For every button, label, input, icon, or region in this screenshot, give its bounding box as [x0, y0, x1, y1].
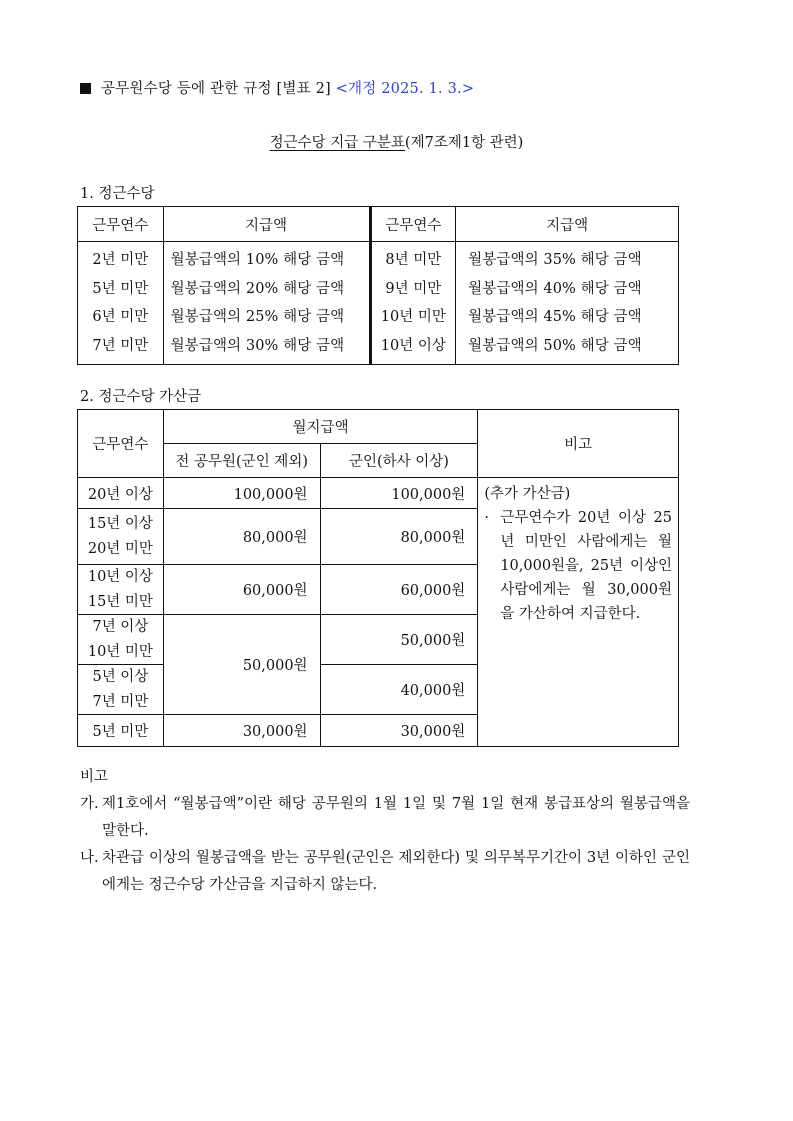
civil-amount: 50,000원 [163, 615, 320, 715]
bullet-dot-icon: · [484, 510, 489, 526]
page-title [0, 131, 793, 152]
years-to: 7년 미만 [92, 693, 149, 710]
remark-item [80, 791, 690, 845]
years-cell [78, 665, 164, 715]
years-value: 10년 미만 [380, 309, 446, 325]
amount-cell [456, 242, 679, 365]
years-value: 6년 미만 [92, 309, 149, 325]
civil-amount: 80,000원 [163, 509, 320, 565]
remarks-section [80, 764, 690, 899]
years-value: 7년 미만 [92, 337, 149, 354]
remark-label: 나. [80, 850, 99, 866]
years-value: 10년 이상 [380, 337, 446, 354]
col-header-civil: 전 공무원(군인 제외) [163, 444, 320, 478]
years-from: 10년 이상 [87, 569, 153, 585]
bonus-table [77, 409, 679, 747]
amount-value: 월봉급액의 45% 해당 금액 [468, 309, 642, 325]
years-cell [78, 509, 164, 565]
col-header-remarks: 비고 [478, 410, 679, 478]
years-value: 9년 미만 [385, 280, 442, 297]
years-to: 20년 미만 [87, 540, 153, 557]
col-header-amount: 지급액 [456, 207, 679, 242]
remarks-heading: 비고 [80, 769, 109, 785]
years-to: 15년 미만 [87, 593, 153, 610]
years-cell [78, 565, 164, 615]
amount-value: 월봉급액의 20% 해당 금액 [170, 280, 345, 297]
regulation-header [80, 77, 474, 98]
years-value: 5년 미만 [92, 280, 149, 297]
years-to: 10년 미만 [87, 643, 153, 660]
col-header-amount: 지급액 [163, 207, 370, 242]
col-header-years: 근무연수 [78, 410, 164, 478]
years-cell [78, 615, 164, 665]
years-cell: 20년 이상 [78, 478, 164, 509]
military-amount: 80,000원 [320, 509, 478, 565]
civil-amount: 30,000원 [163, 715, 320, 747]
years-value: 8년 미만 [385, 252, 442, 268]
remark-text: 제1호에서 “월봉급액”이란 해당 공무원의 1월 1일 및 7월 1일 현재 봉급표상의 월봉급액을 말한다. [102, 796, 690, 839]
military-amount: 100,000원 [320, 478, 478, 509]
years-cell [370, 242, 456, 365]
table-header-row [78, 410, 679, 444]
years-from: 7년 이상 [92, 619, 149, 635]
amount-value: 월봉급액의 25% 해당 금액 [170, 309, 345, 325]
years-cell: 5년 미만 [78, 715, 164, 747]
note-text: 근무연수가 20년 이상 25년 미만인 사람에게는 월 10,000원을, 25년 이상인 사람에게는 월 30,000원을 가산하여 지급한다. [500, 510, 672, 622]
civil-amount: 100,000원 [163, 478, 320, 509]
years-value: 2년 미만 [92, 252, 149, 268]
table-header-row [78, 207, 679, 242]
black-square-icon [80, 83, 91, 94]
amount-value: 월봉급액의 40% 해당 금액 [468, 280, 642, 297]
table-row [78, 478, 679, 509]
note-title: (추가 가산금) [484, 486, 571, 502]
years-from: 5년 이상 [92, 669, 149, 685]
amount-value: 월봉급액의 50% 해당 금액 [468, 337, 642, 354]
col-header-years: 근무연수 [370, 207, 456, 242]
section1-heading: 1. 정근수당 [80, 186, 155, 202]
remarks-cell [478, 478, 679, 747]
military-amount: 40,000원 [320, 665, 478, 715]
military-amount: 30,000원 [320, 715, 478, 747]
years-cell [78, 242, 164, 365]
military-amount: 50,000원 [320, 615, 478, 665]
col-header-years: 근무연수 [78, 207, 164, 242]
section2-heading: 2. 정근수당 가산금 [80, 389, 202, 405]
amount-value: 월봉급액의 30% 해당 금액 [170, 337, 345, 354]
col-header-military: 군인(하사 이상) [320, 444, 478, 478]
military-amount: 60,000원 [320, 565, 478, 615]
title-main: 정근수당 지급 구분표 [269, 135, 405, 151]
title-sub: (제7조제1항 관련) [404, 135, 524, 151]
allowance-table [77, 206, 679, 365]
remark-label: 가. [80, 796, 99, 812]
amount-value: 월봉급액의 10% 해당 금액 [170, 252, 345, 268]
remark-item [80, 845, 690, 899]
amount-cell [163, 242, 370, 365]
regulation-name: 공무원수당 등에 관한 규정 [별표 2] [101, 81, 331, 97]
years-from: 15년 이상 [87, 516, 153, 532]
remark-text: 차관급 이상의 월봉급액을 받는 공무원(군인은 제외한다) 및 의무복무기간이 3년 이하인 군인에게는 정근수당 가산금을 지급하지 않는다. [102, 850, 690, 893]
table-row [78, 242, 679, 365]
col-header-monthly: 월지급액 [163, 410, 478, 444]
amount-value: 월봉급액의 35% 해당 금액 [468, 252, 642, 268]
civil-amount: 60,000원 [163, 565, 320, 615]
revision-date: <개정 2025. 1. 3.> [335, 81, 475, 97]
note-bullet-item [484, 506, 672, 626]
